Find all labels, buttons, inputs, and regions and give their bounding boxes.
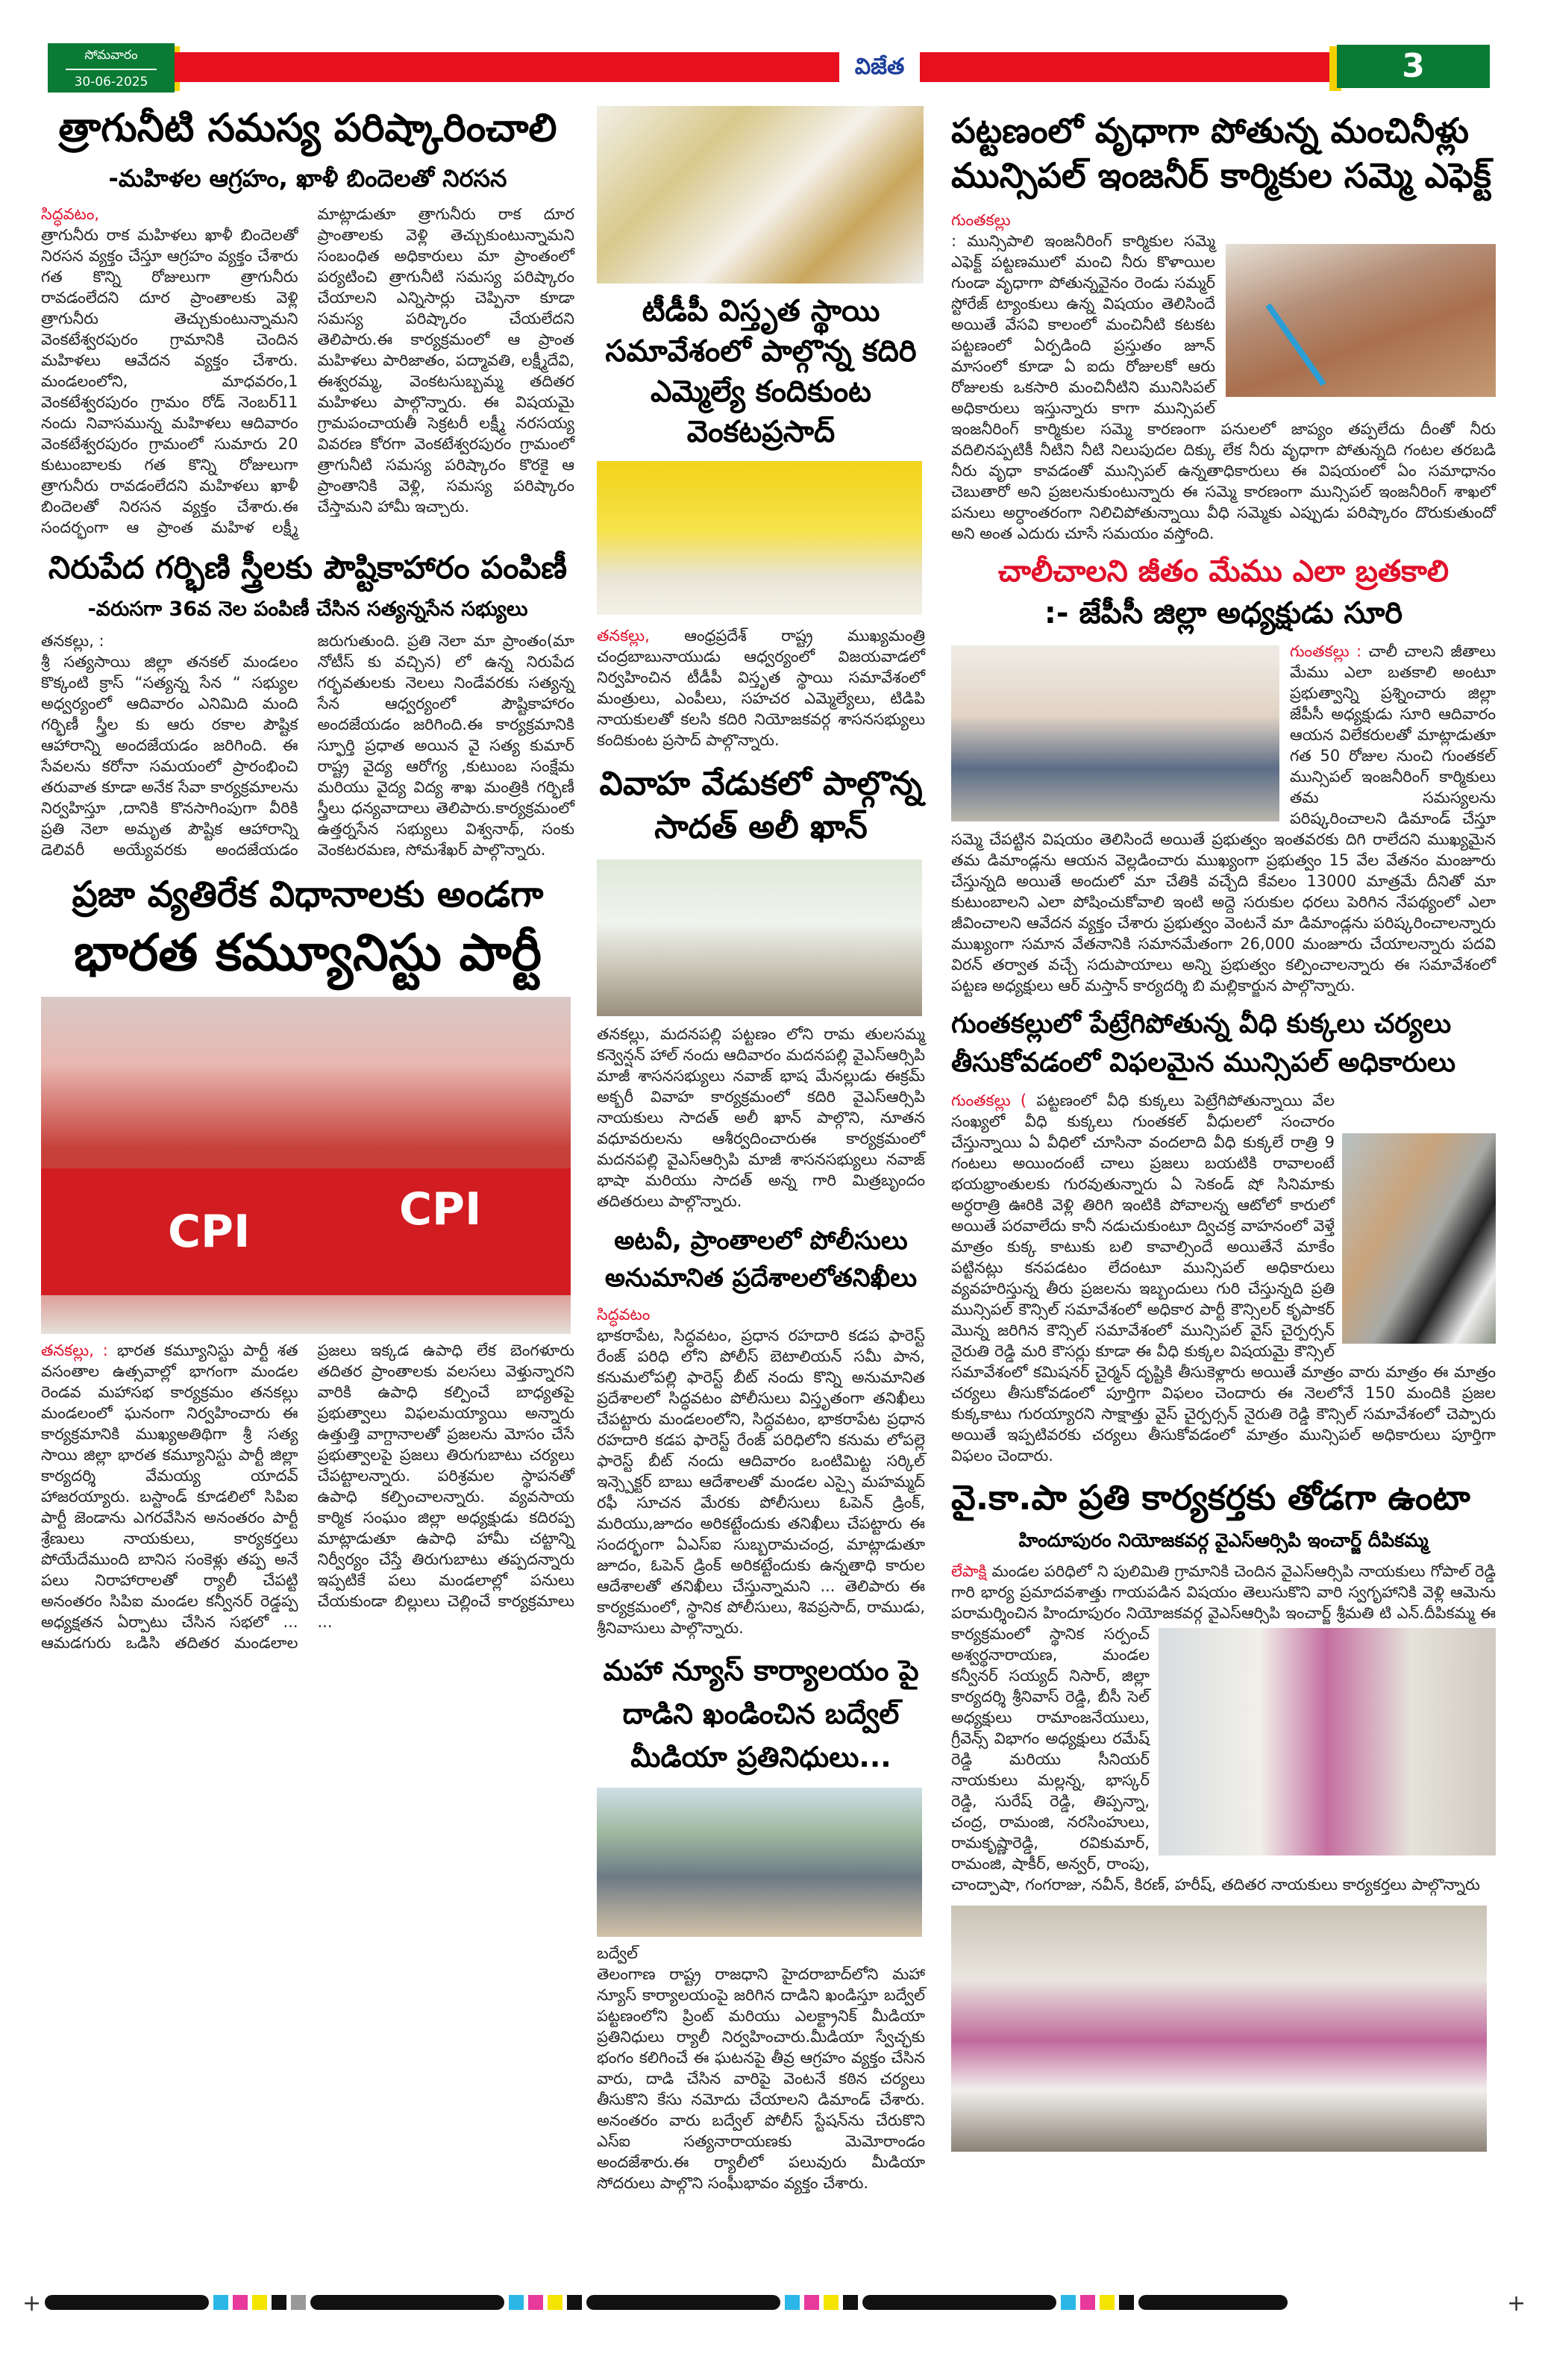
photo-badvel-rally [597, 1788, 922, 1937]
masthead-red-bar [173, 52, 1337, 82]
cpi-banner-text: CPI [168, 1206, 251, 1259]
reg-swatch [528, 2295, 543, 2310]
article-tdp-meeting [597, 625, 925, 751]
article-wedding [597, 1024, 925, 1212]
headline-cpi-line1: ప్రజా వ్యతిరేక విధానాలకు అండగా [72, 874, 544, 916]
photo-press-meet [951, 645, 1279, 821]
article-cpi [41, 1340, 574, 1653]
dateline: బద్వేల్ [597, 1944, 638, 1962]
headline-police-checks: అటవీ, ప్రాంతాలలో పోలీసులు అనుమానిత ప్రదేశాలలోతనిఖీలు [604, 1226, 918, 1293]
right-column [951, 108, 1496, 2152]
page-number-box [1337, 45, 1490, 88]
reg-mark [862, 2295, 1056, 2310]
dateline: తనకల్లు, [597, 627, 650, 645]
article-body: మండల పరిధిలో ని పులిమితి గ్రామానికి చెందిన వైఎస్ఆర్సిపి నాయకులు గోపాల్ రెడ్డి గారి భార్య ప్రమాదవశాత్తు గాయపడిన విషయం తెలుసుకొని వారి స్వగృహానికి వెళ్లి ఆమెను పరామర్శించిన హిందూపురం నియోజకవర్గ వైఎస్ఆర్సిపి ఇంచార్జ్ శ్రీమతి టి ఎన్.దీపికమ్మ ఈ కార్యక్రమంలో [951, 1562, 1496, 1643]
page-number: 3 [1402, 47, 1425, 85]
reg-swatch [567, 2295, 582, 2310]
dateline: సిద్ధవటం [597, 1306, 651, 1324]
subhead-drinking-water: -మహిళల ఆగ్రహం, ఖాళీ బిందెలతో నిరసన [108, 164, 507, 192]
headline-wedding: వివాహ వేడుకలో పాల్గొన్న సాదత్ అలీ ఖాన్ [599, 765, 923, 846]
article-body: భాకరాపేట, సిద్ధవటం, ప్రధాన రహదారి కడప ఫారెస్ట్ రేంజ్ పరిధి లోని పోలీస్ బెటాలియన్ సమీ పాన, కనుమలోపల్లి ఫారెస్ట్ బీట్ నందు కొన్ని అనుమానిత ప్రదేశాలలో సిద్ధవటం పోలీసులు విస్తృతంగా తనిఖీలు చేపట్టారు మండలంలోని, సిద్ధవటం, భాకరాపేట ప్రధాన రహదారి కడప ఫారెస్ట్ రేంజ్ పరిధిలోని కనుమ లోపల్లె ఫారెస్ట్ బీట్ నందు ఆదివారం ఒంటిమిట్ట సర్కిల్ ఇన్స్పెక్టర్ బాబు ఆదేశాలతో మండల ఎస్సై మహమ్మద్ రఫీ సూచన మేరకు పోలీసులు ఓపెన్ డ్రింక్, మరియు,జూదం అరికట్టేందుకు తనిఖీలు చేపట్టారు ఈ సందర్భంగా ఏఎస్ఐ సుబ్బరామచంద్ర, మాట్లాడుతూ జూదం, ఓపెన్ డ్రింక్ అరికట్టేందుకు ఉన్నతాధి కారుల ఆదేశాలతో తనిఖీలు చేస్తున్నామని ... తెలిపారు ఈ కార్యక్రమంలో, స్థానిక పోలీసులు, శివప్రసాద్, రాముడు, శ్రీనివాసులు పాల్గొన్నారు. [597, 1327, 925, 1637]
reg-mark [310, 2295, 504, 2310]
photo-cpi-meeting [41, 997, 571, 1334]
dateline: సిద్ధవటం, [41, 205, 100, 223]
reg-mark [1138, 2295, 1288, 2310]
registration-cross-icon: + [22, 2290, 42, 2317]
dateline: తనకల్లు, : [41, 1341, 108, 1360]
cpi-banner-text: CPI [399, 1183, 482, 1236]
photo-stray-dogs [1342, 1133, 1496, 1344]
dateline: లేపాక్షి [951, 1562, 987, 1580]
article-stray-dogs [951, 1090, 1496, 1466]
masthead [0, 0, 1542, 97]
date-box [48, 43, 175, 93]
photo-ysrcp-visit [1159, 1628, 1496, 1856]
cpi-banner [41, 1168, 571, 1295]
article-body: త్రాగునీరు రాక మహిళలు ఖాళీ బిందెలతో నిరసన వ్యక్తం చేస్తూ ఆగ్రహం వ్యక్తం చేశారు గత కొన్ని రోజులుగా త్రాగునీరు రావడంలేదని దూర ప్రాంతాలకు వెళ్లి త్రాగునీరు తెచ్చుకుంటున్నామని వెంకటేశ్వరపురం గ్రామానికి చెందిన మహిళలు ఆవేదన వ్యక్తం చేశారు. మండలంలోని, మాధవరం,1 వెంకటేశ్వరపురం గ్రామం రోడ్ నెంబర్11 నందు నివాసమున్న మహిళలు ఆదివారం వెంకటేశ్వరపురం గ్రామంలో సుమారు 20 కుటుంబాలకు గత కొన్ని రోజులుగా త్రాగునీరు రావడంలేదని మహిళలు ఖాళీ బిందెలతో నిరసన వ్యక్తం చేశారు.ఈ సందర్భంగా ఆ ప్రాంత మహిళ లక్ష్మీ మాట్లాడుతూ త్రాగునీరు రాక దూర ప్రాంతాలకు వెళ్లి తెచ్చుకుంటున్నామని సంబంధిత అధికారులు మా ప్రాంతంలో పర్యటించి త్రాగునీటి సమస్య పరిష్కారం చేయాలని ఎన్నిసార్లు చెప్పినా కూడా సమస్య పరిష్కారం చేయలేదని తెలిపారు.ఈ కార్యక్రమంలో ఆ ప్రాంత మహిళలు పారిజాతం, పద్మావతి, లక్ష్మీదేవి, ఈశ్వరమ్మ, వెంకటసుబ్బమ్మ తదితర మహిళలు పాల్గొన్నారు. ఈ విషయమై గ్రామపంచాయతీ సెక్రటరీ లక్ష్మీ నరసయ్య వివరణ కోరగా వెంకటేశ్వరపురం గ్రామంలో త్రాగునీటి సమస్య పరిష్కారం కొరకై ఆ ప్రాంతానికి వెళ్లి, సమస్య పరిష్కారం చేస్తామని హామీ ఇచ్చారు. [41, 205, 574, 536]
reg-swatch [824, 2295, 839, 2310]
reg-swatch [252, 2295, 267, 2310]
reg-mark [586, 2295, 780, 2310]
reg-swatch [785, 2295, 800, 2310]
reg-swatch [843, 2295, 858, 2310]
dateline: గుంతకల్లు : [1290, 642, 1362, 660]
headline-maha-news: మహా న్యూస్ కార్యాలయం పై దాడిని ఖండించిన బద్వేల్ మీడియా ప్రతినిధులు... [603, 1654, 919, 1773]
photo-tdp-audience [597, 106, 924, 284]
article-water-waste [951, 210, 1496, 544]
logo [839, 46, 920, 88]
subhead-low-wages: :- జేపీసీ జిల్లా అధ్యక్షుడు సూరి [1044, 596, 1403, 630]
weekday: సోమవారం [66, 48, 157, 70]
reg-swatch [1080, 2295, 1095, 2310]
dateline: తనకల్లు, : [41, 632, 104, 651]
dateline: గుంతకల్లు ( [951, 1092, 1027, 1109]
article-body: శ్రీ సత్యసాయి జిల్లా తనకల్ మండలం కొక్కంటి క్రాస్ “సత్యన్న సేన “ సభ్యుల అధ్వర్యంలో ఆదివారం ఎనిమిది మంది గర్భిణీ స్త్రీల కు ఆరు రకాల పౌష్టిక ఆహారాన్ని అందజేయడం జరిగింది. ఈ సేవలను కరోనా సమయంలో ప్రారంభించి తరువాత కూడా అనేక సేవా కార్యక్రమాలను నిర్వహిస్తూ ,దానికి కొనసాగింపుగా వీరికి ప్రతి నెలా అమృత పౌష్టిక ఆహారాన్ని డెలివరీ అయ్యేవరకు అందజేయడం జరుగుతుంది. ప్రతి నెలా మా ప్రాంతం(మా నోటీస్ కు వచ్చిన) లో ఉన్న నిరుపేద గర్భవతులకు నెలలు నిండేవరకు సత్యన్న సేన ఆధ్వర్యంలో పౌష్టికాహారం అందజేయడం జరిగింది.ఈ కార్యక్రమానికి స్ఫూర్తి ప్రధాత అయిన వై సత్య కుమార్ రాష్ట్ర వైద్య ఆరోగ్య ,కుటుంబ సంక్షేమ మరియు వైద్య విద్య శాఖ మంత్రికి గర్భిణీ స్త్రీలు ధన్యవాదాలు తెలిపారు.కార్యక్రమంలో ఉత్తర్నసేన సభ్యులు విశ్వనాథ్, సంకు వెంకటరమణ, సోమశేఖర్ పాల్గొన్నారు. [41, 632, 574, 859]
article-body: స్థానిక సర్పంచ్ అశ్వర్థనారాయణ, మండల కన్వీనర్ సయ్యద్ నిసార్, జిల్లా కార్యదర్శి శ్రీనివాస్ రెడ్డి, బీసీ సెల్ అధ్యక్షులు రామాంజనేయులు, గ్రీవెన్స్ విభాగం అధ్యక్షులు రమేష్ రెడ్డి మరియు సీనియర్ నాయకులు మల్లన్న, భాస్కర్ రెడ్డి, సురేష్ రెడ్డి, తిప్పన్నా, చంద్ర, రామంజి, నరసింహులు, రామకృష్ణారెడ్డి, రవికుమార్, రామంజి, షాకీర్, [951, 1624, 1150, 1873]
reg-swatch [213, 2295, 228, 2310]
headline-stray-dogs: గుంతకల్లులో పేట్రేగిపోతున్న వీధి కుక్కలు చర్యలు తీసుకోవడంలో విఫలమైన మున్సిపల్ అధికారులు [951, 1009, 1456, 1078]
headline-water-waste: పట్టణంలో వృధాగా పోతున్న మంచినీళ్లు మున్సిపల్ ఇంజనీర్ కార్మికుల సమ్మె ఎఫెక్ట్ [951, 110, 1492, 195]
headline-cpi-line2: భారత కమ్యూనిస్టు పార్టీ [74, 924, 542, 983]
headline-low-wages: చాలీచాలని జీతం మేము ఎలా బ్రతకాలి [997, 554, 1449, 589]
dateline: గుంతకల్లు [951, 211, 1011, 229]
reg-swatch [1061, 2295, 1076, 2310]
article-body: ఆంధ్రప్రదేశ్ రాష్ట్ర ముఖ్యమంత్రి చంద్రబాబునాయుడు ఆధ్వర్యంలో విజయవాడలో నిర్వహించిన టీడీపీ విస్తృత స్థాయి సమావేశంలో మంత్రులు, ఎంపీలు, సహచర ఎమ్మెల్యేలు, టిడిపి నాయకులతో కలసి కదిరి నియోజకవర్గ శాసనసభ్యులు కందికుంట ప్రసాద్ పాల్గొన్నారు. [597, 627, 925, 749]
article-body: అన్వర్, రాంపు, చాంద్పాషా, గంగరాజు, నవీన్, కిరణ్, హరీష్, తదితర నాయకులు కార్యకర్తలు పాల్గొన్నారు [951, 1854, 1480, 1894]
article-drinking-water [41, 204, 574, 538]
article-body: : మున్సిపాలి ఇంజనీరింగ్ కార్మికుల సమ్మె ఎఫెక్ట్ పట్టణములో మంచి నీరు కొళాయిల గుండా వృధాగా పోతున్నవైనం రెండు సమ్మర్ స్టోరేజ్ ట్యాంకులు ఉన్న విషయం తెలిసిందే అయితే వేసవి కాలంలో మంచినీటి కటకట పట్టణంలో ఏర్పడింది ప్రస్తుతం జూన్ మాసంలో కూడా ఏ ఐదు రోజులకో ఆరు రోజులకు ఒకసారి మంచినీటిని మునిసిపల్ అధికారులు ఇస్తున్నారు కాగా మున్సిపల్ ఇంజనీరింగ్ కార్మికుల సమ్మె కారణంగా పనులలో జాప్యం తప్పలేదు దీంతో నీరు వదిలినప్పటికీ నీటిని నీటి నిలుపుదల దిక్కు లేక నీరు వృధాగా పోతున్నది గంటల తరబడి నీరు వృధా కావడంతో మున్సిపల్ ఉన్నతాధికారులు ఈ విషయంలో ఏం సమాధానం చెబుతారో అని ప్రజలనుకుంటున్నారు ఈ సమ్మె కారణంగా మున్సిపల్ ఇంజనీరింగ్ శాఖలో పనులు అర్ధాంతరంగా నిలిచిపోతున్నాయి వీధి సమ్మెకు ఎప్పుడు పరిష్కారం దొరుకుతుందో అని అంత ఎదురు చూసే సమయం వస్తోంది. [951, 232, 1496, 542]
registration-cross-icon: + [1507, 2290, 1526, 2317]
reg-swatch [1100, 2295, 1115, 2310]
reg-swatch [548, 2295, 562, 2310]
issue-date: 30-06-2025 [74, 75, 148, 90]
reg-swatch [291, 2295, 306, 2310]
color-registration-bar [45, 2294, 1499, 2311]
blue-pipe [1265, 303, 1326, 386]
left-column [41, 104, 574, 1653]
reg-mark [45, 2295, 209, 2310]
reg-swatch [1119, 2295, 1134, 2310]
reg-swatch [804, 2295, 819, 2310]
article-body: భారత కమ్యూనిస్టు పార్టీ శత వసంతాల ఉత్సవాల్లో భాగంగా మండల రెండవ మహాసభ కార్యక్రమం తనకల్లు మండలంలో ఘనంగా నిర్వహించారు ఈ కార్యక్రమానికి ముఖ్యఅతిథిగా శ్రీ సత్య సాయి జిల్లా భారత కమ్యూనిస్టు పార్టీ జిల్లా కార్యదర్శి వేమయ్య యాదవ్ హాజరయ్యారు. బస్టాండ్ కూడలిలో సిపిఐ పార్టీ జెండాను ఎగరవేసిన అనంతరం పార్టీ శ్రేణులు నాయకులు, కార్యకర్తలు పోయేదేముంది బానిస సంకెళ్లు తప్ప అనే పలు నిరాహారాలతో ర్యాలీ చేపట్టి అనంతరం సిపిఐ మండల కన్వీనర్ రెడ్డప్ప అధ్యక్షతన ఏర్పాటు చేసిన సభలో ... ఆమడగురు ఒడిసి తదితర మండలాల ప్రజలు ఇక్కడ ఉపాధి లేక బెంగళూరు తదితర ప్రాంతాలకు వలసలు వెళ్తున్నారని వారికి ఉపాధి కల్పించే బాధ్యతపై ప్రభుత్వాలు విఫలమయ్యాయి అన్నారు ఉత్తుత్తి వాగ్దానాలతో ప్రజలను మోసం చేసే ప్రభుత్వాలపై ప్రజలు తిరుగుబాటు చర్యలు చేపట్టాలన్నారు. పరిశ్రమల స్థాపనతో ఉపాధి కల్పించాలన్నారు. వ్యవసాయ కార్మిక సంఘం జిల్లా అధ్యక్షుడు కదిరప్ప మాట్లాడుతూ ఉపాధి హామీ చట్టాన్ని నిర్వీర్యం చేస్తే తిరుగుబాటు తప్పదన్నారు ఇప్పటికే పలు మండలాల్లో పనులు చేయకుండా బిల్లులు చెల్లించే కార్యక్రమాలు ... [41, 1341, 574, 1653]
reg-swatch [509, 2295, 524, 2310]
reg-swatch [272, 2295, 286, 2310]
middle-column [597, 106, 925, 2193]
article-body: తెలంగాణ రాష్ట్ర రాజధాని హైదరాబాద్‌లోని మహా న్యూస్ కార్యాలయంపై జరిగిన దాడిని ఖండిస్తూ బద్వేల్ పట్టణంలోని ప్రింట్ మరియు ఎలక్ట్రానిక్ మీడియా ప్రతినిధులు ర్యాలీ నిర్వహించారు.మీడియా స్వేచ్ఛకు భంగం కలిగించే ఈ ఘటనపై తీవ్ర ఆగ్రహం వ్యక్తం చేసిన వారు, దాడి చేసిన వారిపై వెంటనే కఠిన చర్యలు తీసుకొని కేసు నమోదు చేయాలని డిమాండ్ చేశారు. అనంతరం వారు బద్వేల్ పోలీస్ స్టేషన్‌ను చేరుకొని ఎస్ఐ సత్యనారాయణకు మెమోరాండం అందజేశారు.ఈ ర్యాలీలో పలువురు మీడియా సోదరులు పాల్గొని సంఘీభావం వ్యక్తం చేశారు. [597, 1965, 925, 2192]
reg-swatch [233, 2295, 248, 2310]
article-maha-news [597, 1943, 925, 2193]
subhead-nutrition: -వరుసగా 36వ నెల పంపిణీ చేసిన సత్యన్నసేన సభ్యులు [87, 597, 528, 621]
headline-drinking-water: త్రాగునీటి సమస్య పరిష్కారించాలి [58, 106, 557, 151]
photo-tdp-stage [597, 461, 922, 615]
photo-water-pipe [1226, 244, 1496, 397]
article-body: తనకల్లు, మదనపల్లి పట్టణం లోని రామ తులసమ్మ కన్వెన్షన్ హాల్ నందు ఆదివారం మదనపల్లి వైఎస్ఆర్సిపి మాజీ శాసనసభ్యులు నవాజ్ భాష మేనల్లుడు ఈక్రమ్ అక్బరీ వివాహ కార్యక్రమంలో కదిరి వైఎస్ఆర్సిపి నాయకులు సాదత్ అలీ ఖాన్ పాల్గొని, నూతన వధూవరులను ఆశీర్వదించారుఈ కార్యక్రమంలో మదనపల్లి వైఎస్ఆర్సిపి మాజీ శాసనసభ్యులు నవాజ్ భాషా మరియు సాదత్ అన్న గారి మిత్రబృందం తదితరులు పాల్గొన్నారు. [597, 1025, 925, 1210]
article-nutrition [41, 630, 574, 860]
photo-ysrcp-group [951, 1905, 1487, 2152]
headline-tdp-meeting: టీడీపీ విస్తృత స్థాయి సమావేశంలో పాల్గొన్న కదిరి ఎమ్మెల్యే కందికుంట వెంకటప్రసాద్ [605, 294, 917, 449]
subhead-ysrcp: హిందూపురం నియోజకవర్గ వైఎస్ఆర్సిపి ఇంచార్జ్ దీపికమ్మ [1018, 1529, 1429, 1551]
headline-ysrcp: వై.కా.పా ప్రతి కార్యకర్తకు తోడగా ఉంటా [951, 1477, 1470, 1518]
logo-text: విజేత [854, 54, 905, 80]
article-ysrcp [951, 1561, 1496, 1895]
article-low-wages [951, 641, 1496, 996]
article-body: చాలీ చాలని జీతాలు మేము ఎలా బతకాలి అంటూ ప్రభుత్వాన్ని ప్రశ్నించారు జిల్లా జేపీసీ అధ్యక్షుడు సూరి ఆదివారం ఆయన విలేకరులతో మాట్లాడుతూ గత 50 రోజుల నుంచి గుంతకల్ మున్సిపల్ ఇంజనీరింగ్ కార్మికులు తమ సమస్యలను పరిష్కరించాలని డిమాండ్ చేస్తూ సమ్మె చేపట్టిన విషయం తెలిసిందే అయితే ప్రభుత్వం ఇంతవరకు దిగి రాలేదని ముఖ్యమైన తమ డిమాండ్లను ఆయన వెల్లడించారు ముఖ్యంగా ప్రభుత్వం 15 వేల వేతనం మంజూరు చేస్తున్నది అయితే అందులో మా చేతికి వచ్చేది కేవలం 13000 మాత్రమే దీనితో మా కుటుంబాలని ఎలా పోషించుకోవాలి ఇంటి అద్దె సరుకుల ధరలు పెరిగిన నేపథ్యంలో ఎలా జీవించాలని ఆవేదన వ్యక్తం చేశారు ప్రభుత్వం వెంటనే మా డిమాండ్లను పరిష్కరించాలన్నారు ముఖ్యంగా సమాన వేతనానికి సమానమేతంగా 26,000 మంజూరు చేయాలన్నారు పదవి విరన్ తర్వాత వచ్చే సదుపాయాలు అన్ని ప్రభుత్వం కల్పించాలన్నారు ఈ సమావేశంలో పట్టణ అధ్యక్షులు ఆర్ మస్తాన్ కార్యదర్శి బి మల్లికార్జున పాల్గొన్నారు. [951, 642, 1496, 995]
photo-wedding [597, 859, 922, 1016]
article-police-checks [597, 1304, 925, 1638]
headline-nutrition: నిరుపేద గర్భిణి స్త్రీలకు పౌష్టికాహారం పంపిణీ [48, 549, 568, 586]
article-body: పట్టణంలో వీధి కుక్కలు పెట్రేగిపోతున్నాయి వేల సంఖ్యలో వీధి కుక్కలు గుంతకల్ వీధులలో సంచారం చేస్తున్నాయి ఏ వీధిలో చూసినా వందలాది వీధి కుక్కలే రాత్రి 9 గంటలు అయిందంటే చాలు ప్రజలు బయటికి రావాలంటే భయభ్రాంతులకు గురవుతున్నారు ఏ సెకండ్ షో సినిమాకు అర్ధరాత్రి ఊరికి వెళ్లి తిరిగి ఇంటికి పోవాలన్న ఆటోలో కారులో అయితే పరవాలేదు కానీ నడుచుకుంటూ ద్విచక్ర వాహనంలో వెళ్తే మాత్రం కుక్క కాటుకు బలి కావాల్సిందే అయితేనే మాకేం పట్టినట్లు కనపడటం లేదంటూ మున్సిపల్ అధికారులు వ్యవహరిస్తున్న తీరు ప్రజలను ఇబ్బందులు గురి చేస్తున్నది ప్రతి మున్సిపల్ కౌన్సిల్ సమావేశంలో అధికార పార్టీ కౌన్సిలర్ కృపాకర్ మొన్న జరిగిన కౌన్సిల్ సమావేశంలో మున్సిపల్ వైస్ చైర్పర్సన్ నైరుతి రెడ్డి మరి కౌసర్లు కూడా ఈ వీధి కుక్కల విషయమై కౌన్సిల్ సమావేశంలో కమిషనర్ చైర్మన్ దృష్టికి తీసుకెళ్లారు అయితే మాత్రం వారు మాత్రం ఈ మాత్రం చర్యలు తీసుకోవడంలో పూర్తిగా విఫలం చెందారు ఈ నెలలోనే 150 మందికి ప్రజల కుక్కకాటు గురయ్యారని సాక్షాత్తు వైస్ చైర్పర్సన్ నైరుతి రెడ్డి కౌన్సిల్ సమావేశంలో చెప్పారు అయితే ఇప్పటివరకు చర్యలు తీసుకోవడంలో మాత్రం మున్సిపల్ అధికారులు పూర్తిగా విఫలం చెందారు. [951, 1092, 1496, 1465]
